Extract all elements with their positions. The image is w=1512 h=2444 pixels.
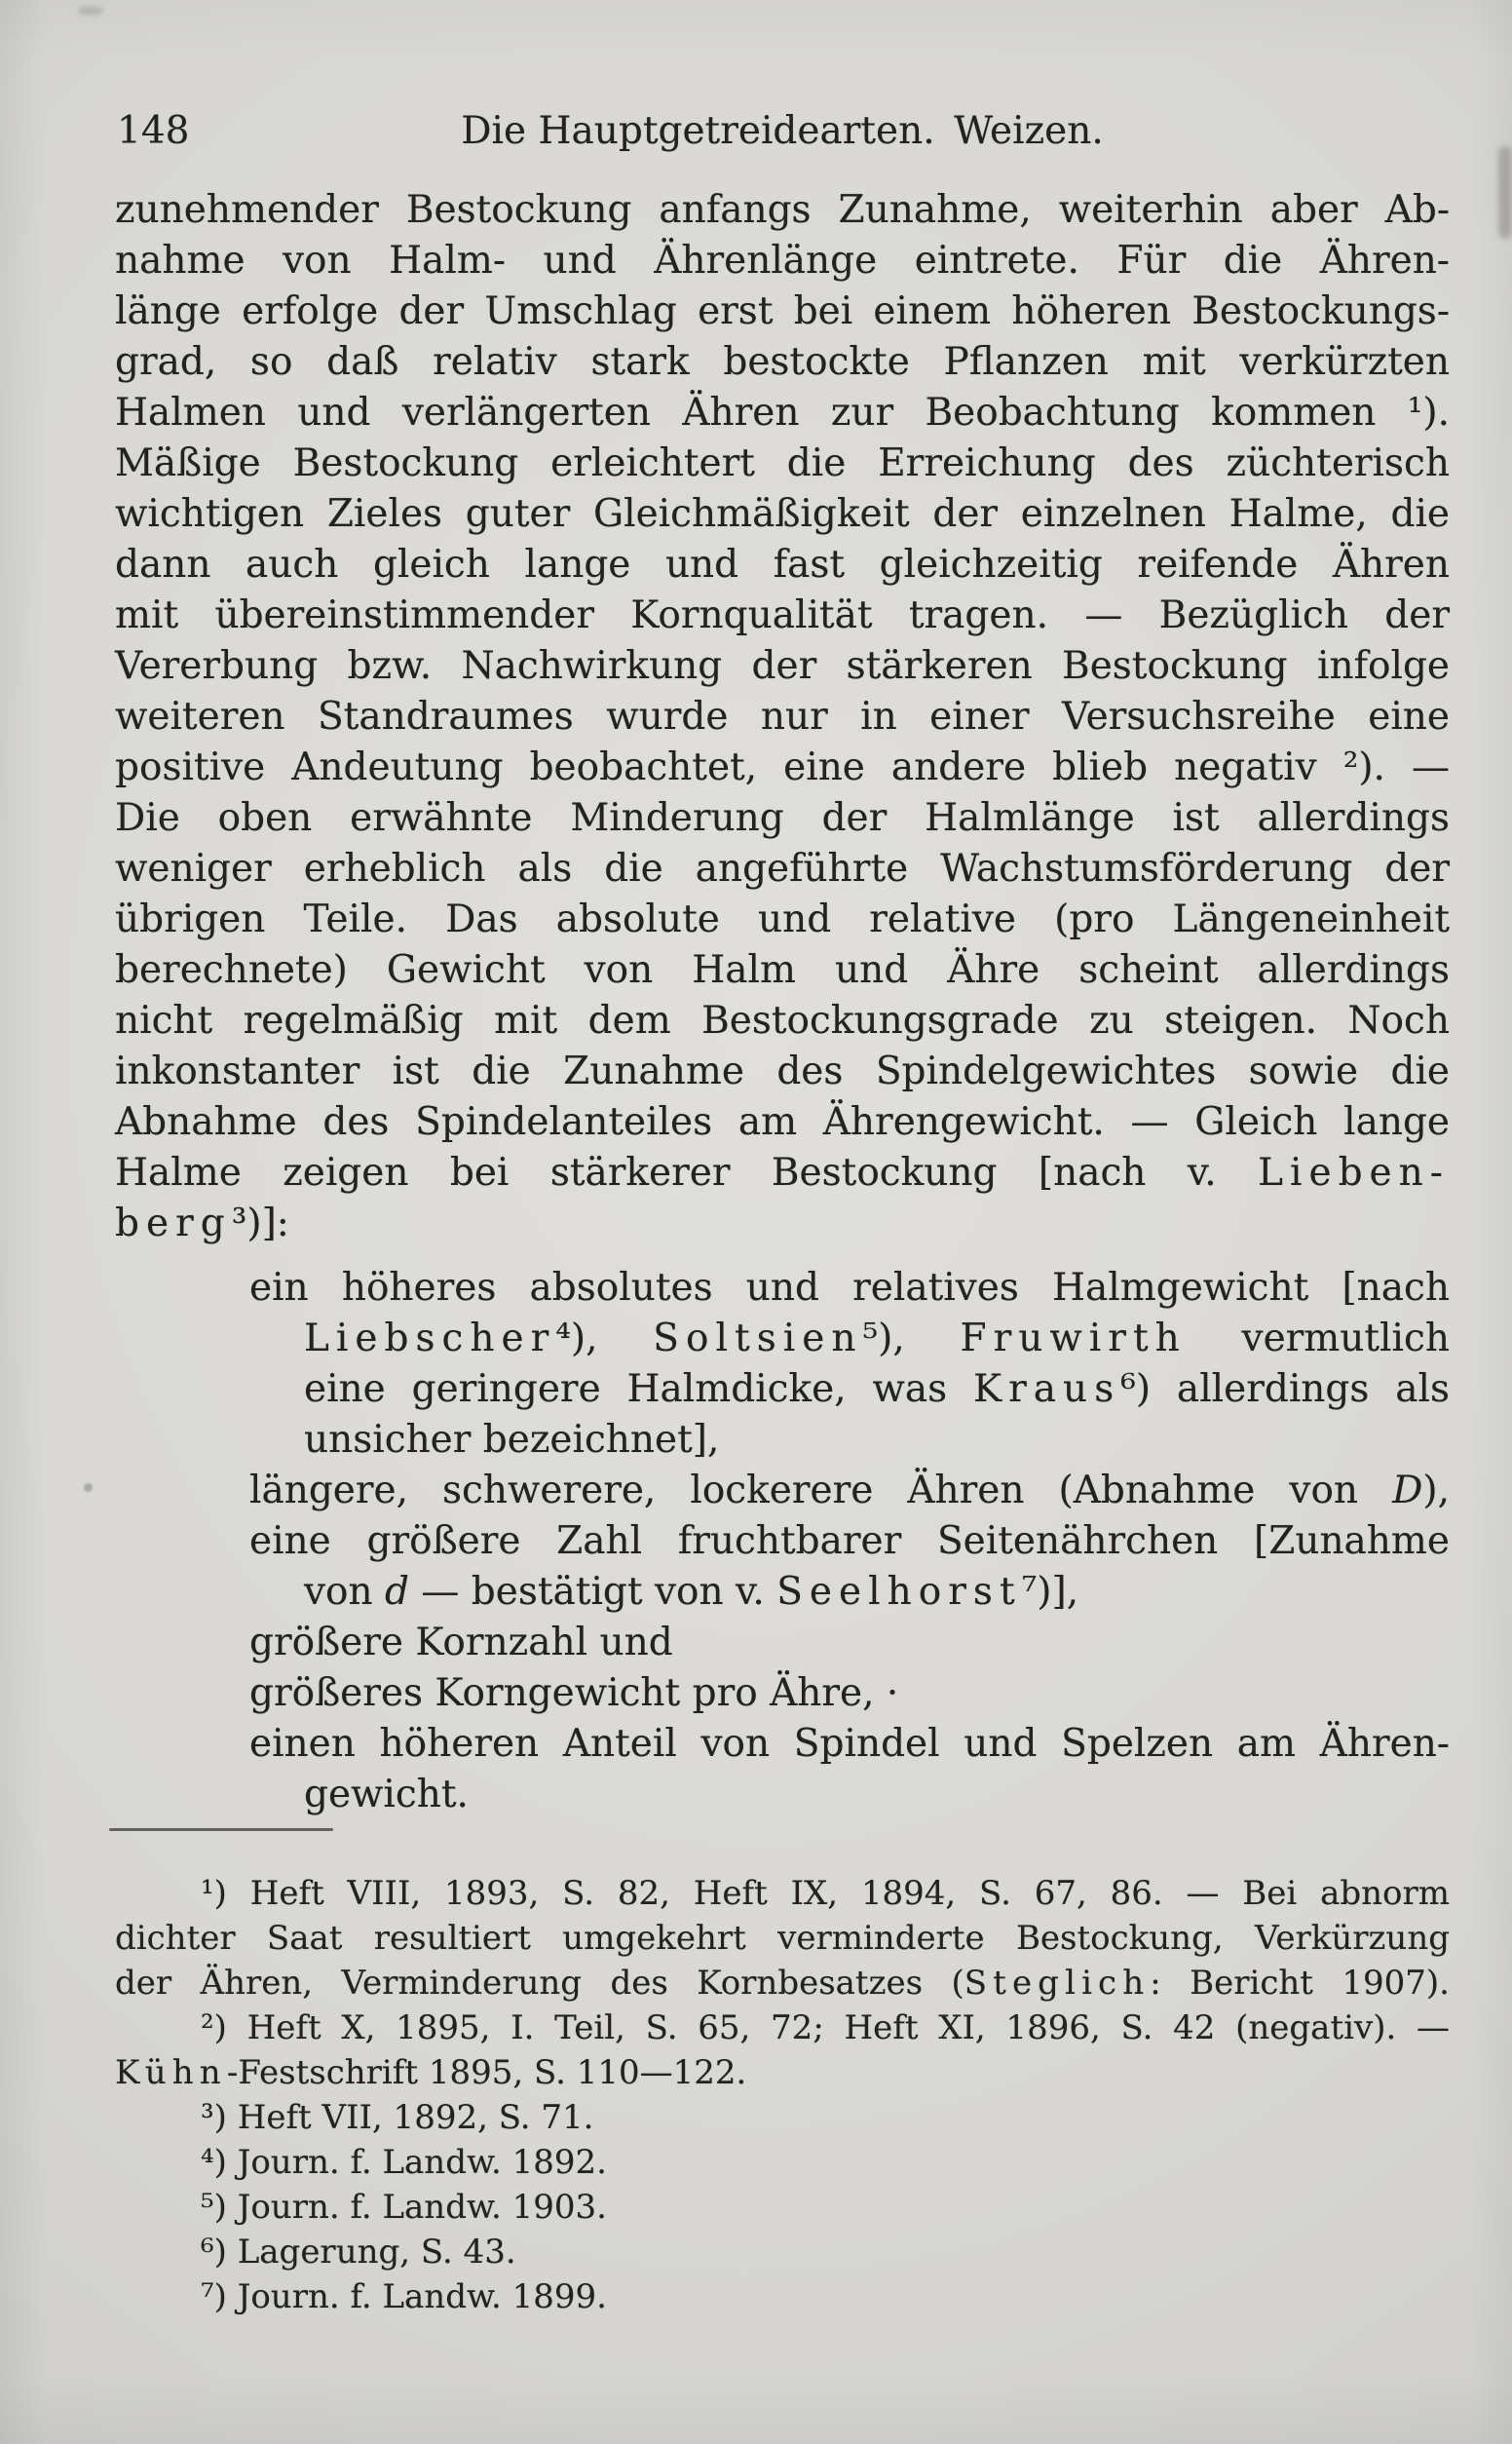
text-segment: Lieben- (1258, 1151, 1450, 1195)
footnote-line: ⁴) Journ. f. Landw. 1892. (201, 2143, 607, 2182)
list-item-line: einen höheren Anteil von Spindel und Spelzen am Ähren- (249, 1722, 1450, 1766)
text-segment: — bestätigt von v. (409, 1570, 777, 1614)
text-segment: ⁷)], (1021, 1570, 1079, 1614)
text-segment: Liebscher (304, 1317, 556, 1360)
text-line (115, 1199, 1450, 1249)
footnote-line: ⁷) Journ. f. Landw. 1899. (201, 2277, 607, 2316)
text-segment: längere, schwerere, lockerere Ähren (Abnahme von (249, 1469, 1393, 1512)
list-item-line: größeres Korngewicht pro Ähre, · (249, 1671, 899, 1715)
list-item-line: ein höheres absolutes und relatives Halmgewicht [nach (249, 1266, 1450, 1310)
text-segment: vermutlich (1186, 1317, 1450, 1360)
footnote-line: ³) Heft VII, 1892, S. 71. (201, 2098, 594, 2137)
text-segment: Soltsien (653, 1317, 863, 1360)
list-item-line: größere Kornzahl und (249, 1621, 673, 1664)
text-segment: berg (115, 1202, 232, 1245)
footnote-line (115, 2050, 1450, 2095)
text-line: mit übereinstimmender Kornqualität tragen. — Bezüglich der (115, 593, 1450, 637)
footnote-line: dichter Saat resultiert umgekehrt verminderte Bestockung, Verkürzung (115, 1919, 1450, 1958)
footnote-line: ²) Heft X, 1895, I. Teil, S. 65, 72; Heft XI, 1896, S. 42 (negativ). — (201, 2008, 1450, 2047)
text-block (115, 185, 1450, 2319)
text-segment: ³)]: (231, 1202, 289, 1245)
text-segment: Fruwirth (960, 1317, 1187, 1360)
effects-list (115, 1263, 1450, 1820)
page-header (115, 109, 1450, 158)
text-line: länge erfolge der Umschlag erst bei einem höheren Bestockungs- (115, 289, 1450, 333)
text-line: Vererbung bzw. Nachwirkung der stärkeren Bestockung infolge (115, 644, 1450, 688)
text-segment: eine geringere Halmdicke, was (304, 1367, 973, 1411)
footnote-line: ⁶) Lagerung, S. 43. (201, 2233, 516, 2272)
text-line (115, 1148, 1450, 1199)
scan-smudge (78, 6, 103, 16)
list-item-line: unsicher bezeichnet], (304, 1418, 720, 1462)
running-title: Die Hauptgetreidearten. Weizen. (461, 109, 1104, 153)
footnote-line: ¹) Heft VIII, 1893, S. 82, Heft IX, 1894, S. 67, 86. — Bei abnorm (201, 1874, 1450, 1913)
text-segment: Kühn (115, 2053, 227, 2092)
text-segment: von (304, 1570, 386, 1614)
text-line: weiteren Standraumes wurde nur in einer Versuchsreihe eine (115, 695, 1450, 739)
page-number: 148 (117, 109, 190, 153)
text-line: Abnahme des Spindelanteiles am Ährengewicht. — Gleich lange (115, 1100, 1450, 1144)
text-segment: Halme zeigen bei stärkerer Bestockung [nach v. (115, 1151, 1259, 1195)
list-item-line (115, 1466, 1450, 1516)
text-line: zunehmender Bestockung anfangs Zunahme, weiterhin aber Ab- (115, 188, 1450, 232)
scan-smudge (84, 1483, 93, 1492)
text-segment: ), (1422, 1469, 1450, 1512)
text-segment: der Ähren, Verminderung des Kornbesatzes ( (115, 1964, 964, 2003)
text-segment: Seelhorst (776, 1570, 1022, 1614)
text-line: wichtigen Zieles guter Gleichmäßigkeit der einzelnen Halme, die (115, 492, 1450, 536)
text-segment: : Bericht 1907). (1150, 1964, 1450, 2003)
text-segment: ⁶) allerdings als (1120, 1367, 1450, 1411)
footnotes (115, 1871, 1450, 2319)
text-segment: Kraus (972, 1367, 1121, 1411)
text-segment: ⁴), (555, 1317, 654, 1360)
footnote-separator (109, 1828, 333, 1831)
list-item-line: gewicht. (304, 1773, 469, 1816)
text-segment: -Festschrift 1895, S. 110—122. (226, 2053, 747, 2092)
list-item-line: eine größere Zahl fruchtbarer Seitenährchen [Zunahme (249, 1519, 1450, 1563)
text-line: inkonstanter ist die Zunahme des Spindelgewichtes sowie die (115, 1050, 1450, 1093)
text-line: dann auch gleich lange und fast gleichzeitig reifende Ähren (115, 543, 1450, 587)
text-segment: Steglich (964, 1964, 1151, 2003)
text-line: Halmen und verlängerten Ähren zur Beobachtung kommen ¹). (115, 391, 1450, 435)
text-line: positive Andeutung beobachtet, eine andere blieb negativ ²). — (115, 745, 1450, 789)
footnote-line: ⁵) Journ. f. Landw. 1903. (201, 2188, 607, 2227)
text-line: nicht regelmäßig mit dem Bestockungsgrade zu steigen. Noch (115, 999, 1450, 1043)
text-segment: d (385, 1570, 409, 1614)
text-line: berechnete) Gewicht von Halm und Ähre scheint allerdings (115, 948, 1450, 992)
text-line: Mäßige Bestockung erleichtert die Erreichung des züchterisch (115, 441, 1450, 485)
text-line: grad, so daß relativ stark bestockte Pflanzen mit verkürzten (115, 340, 1450, 384)
text-line: nahme von Halm- und Ährenlänge eintrete. Für die Ähren- (115, 239, 1450, 283)
text-line: übrigen Teile. Das absolute und relative (pro Längeneinheit (115, 897, 1450, 941)
text-segment: D (1392, 1469, 1423, 1512)
text-line: Die oben erwähnte Minderung der Halmlänge ist allerdings (115, 796, 1450, 840)
scan-smudge (1498, 146, 1512, 239)
list-item-line (115, 1567, 1450, 1618)
text-segment: ⁵), (862, 1317, 961, 1360)
footnote-line (115, 1961, 1450, 2005)
list-item-line (115, 1314, 1450, 1364)
text-line: weniger erheblich als die angeführte Wachstumsförderung der (115, 847, 1450, 891)
list-item-line (115, 1364, 1450, 1415)
